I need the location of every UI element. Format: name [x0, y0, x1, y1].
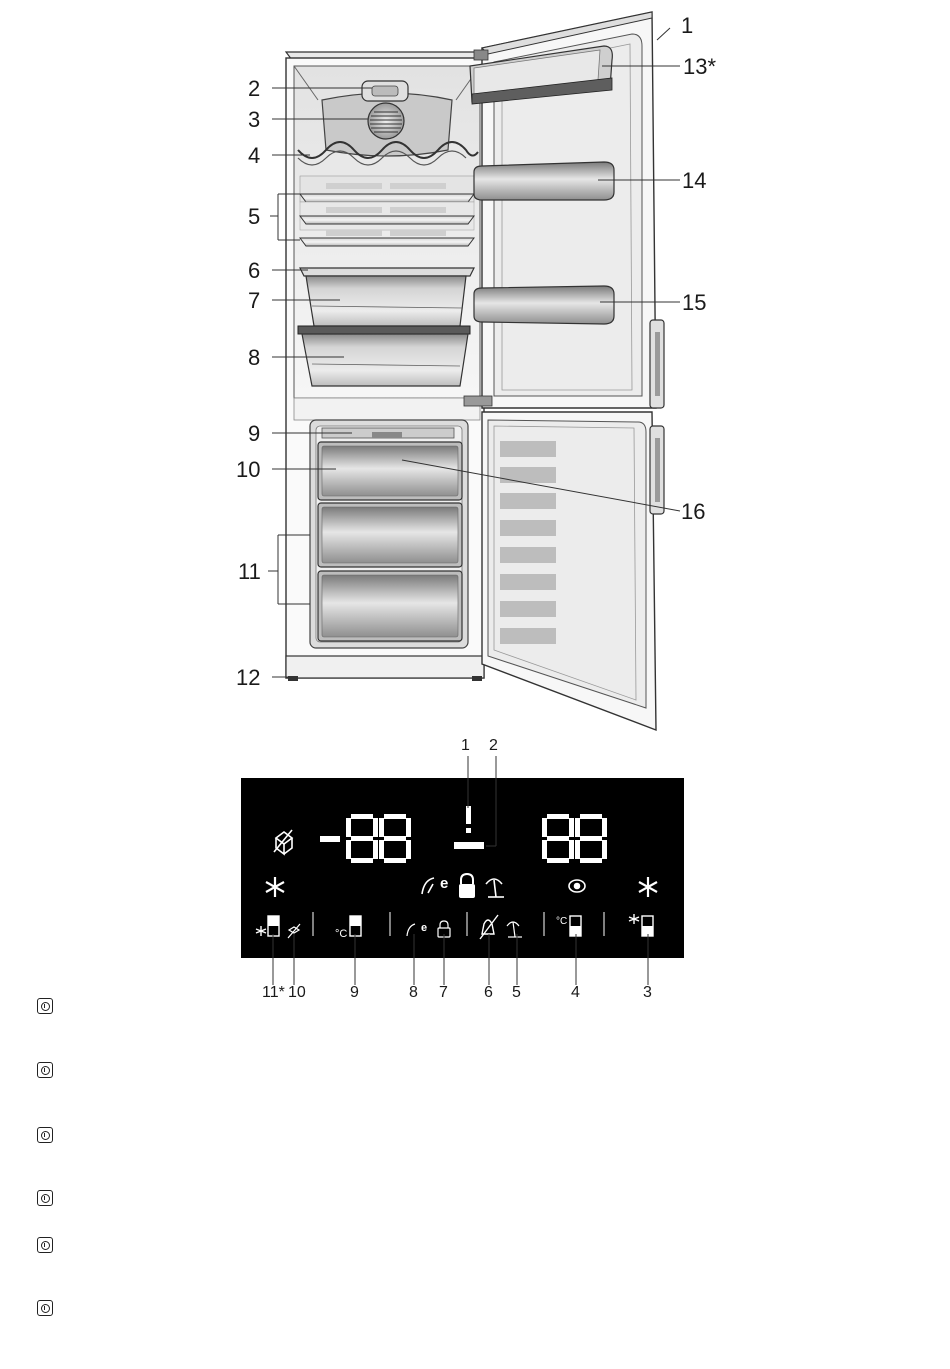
- freezer-door: [482, 412, 664, 730]
- info-icon: [37, 1190, 53, 1206]
- svg-text:e: e: [440, 875, 449, 892]
- info-icon: [37, 998, 53, 1014]
- panel-label-11: 11*: [262, 984, 285, 1001]
- panel-label-2: 2: [489, 737, 498, 754]
- panel-label-9: 9: [350, 984, 359, 1001]
- panel-label-1: 1: [461, 737, 470, 754]
- callout-9: 9: [248, 421, 261, 446]
- callout-1: 1: [681, 13, 694, 38]
- callout-12: 12: [236, 665, 261, 690]
- callout-14: 14: [682, 168, 707, 193]
- crisper-drawers: [298, 276, 470, 386]
- svg-text:°C: °C: [335, 928, 348, 940]
- svg-text:e: e: [421, 922, 428, 934]
- info-icon: [37, 1127, 53, 1143]
- callout-7: 7: [248, 288, 261, 313]
- panel-label-7: 7: [439, 984, 448, 1001]
- callout-13: 13*: [683, 54, 717, 79]
- callout-16: 16: [681, 499, 706, 524]
- callout-3: 3: [248, 107, 261, 132]
- control-panel: [241, 778, 684, 958]
- info-icon: [37, 1062, 53, 1078]
- panel-label-5: 5: [512, 984, 521, 1001]
- panel-label-6: 6: [484, 984, 493, 1001]
- callout-2: 2: [248, 76, 261, 101]
- info-icon: [37, 1300, 53, 1316]
- callout-10: 10: [236, 457, 261, 482]
- callout-11: 11: [238, 559, 261, 584]
- panel-label-3: 3: [643, 984, 652, 1001]
- panel-bottom-labels: [262, 984, 652, 1001]
- info-icon: [37, 1237, 53, 1253]
- panel-label-8: 8: [409, 984, 418, 1001]
- callout-6: 6: [248, 258, 261, 283]
- panel-label-4: 4: [571, 984, 580, 1001]
- callout-4: 4: [248, 143, 261, 168]
- freezer-drawers: [318, 442, 462, 641]
- callout-15: 15: [682, 290, 707, 315]
- callout-8: 8: [248, 345, 261, 370]
- callout-5: 5: [248, 204, 261, 229]
- svg-text:°C: °C: [556, 916, 568, 927]
- crisper-cover: [300, 268, 474, 276]
- panel-label-10: 10: [288, 984, 306, 1001]
